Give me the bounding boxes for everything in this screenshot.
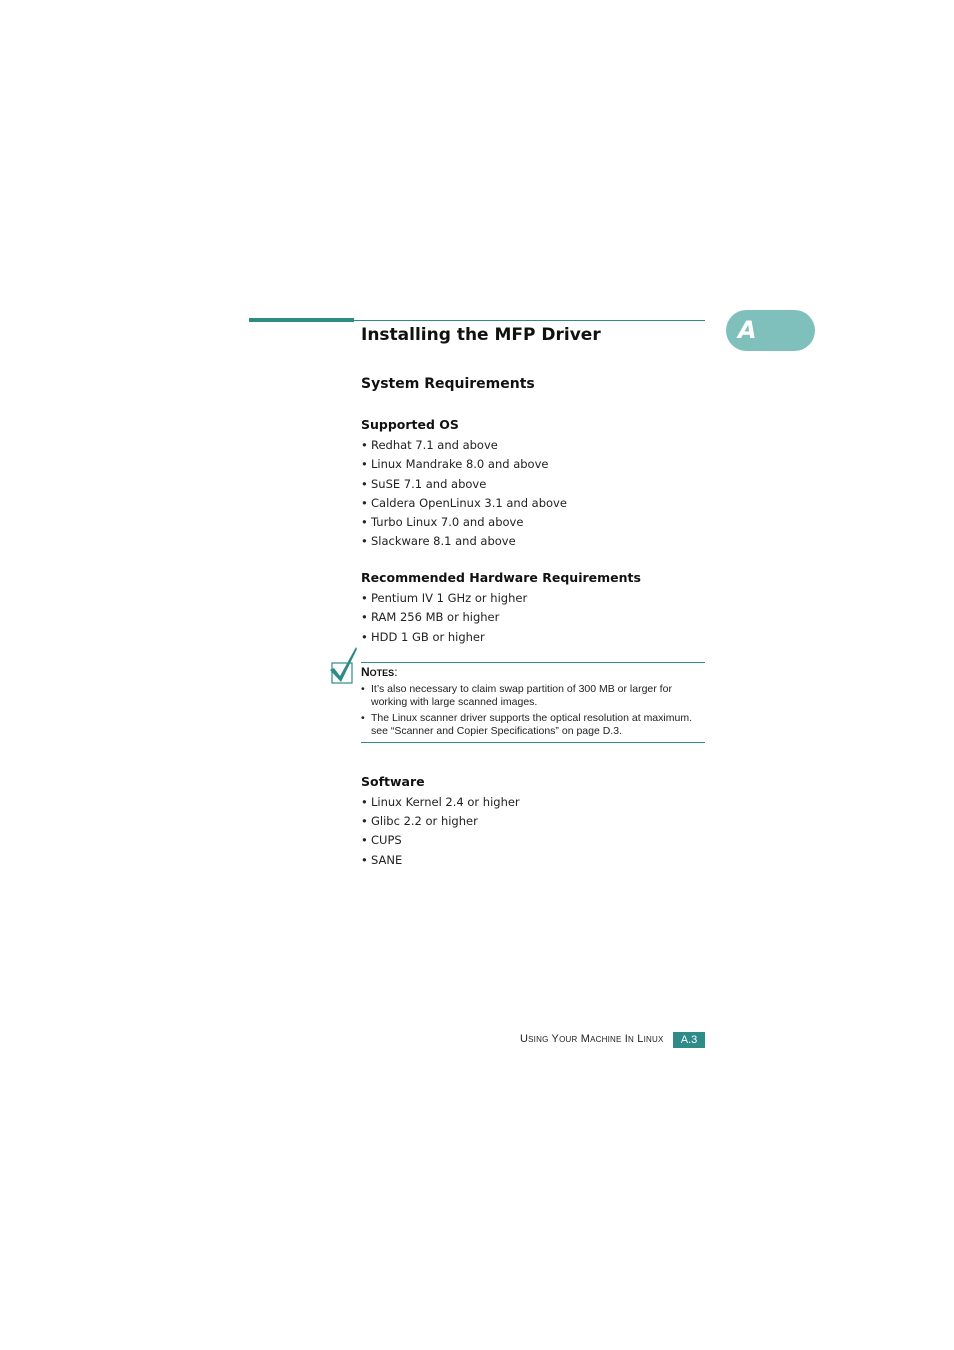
list-item: • Redhat 7.1 and above <box>361 438 498 452</box>
software-heading: Software <box>361 774 425 789</box>
checkmark-note-icon <box>329 646 359 684</box>
list-item: • SANE <box>361 853 403 867</box>
notes-title: NOTES: <box>361 665 398 679</box>
chapter-tab: A <box>726 310 815 351</box>
list-item: • Caldera OpenLinux 3.1 and above <box>361 496 567 510</box>
list-item: • SuSE 7.1 and above <box>361 477 487 491</box>
list-item: • RAM 256 MB or higher <box>361 610 500 624</box>
page-title: Installing the MFP Driver <box>361 325 601 345</box>
supported-os-heading: Supported OS <box>361 417 459 432</box>
notes-rule-bottom <box>361 742 705 743</box>
section-title: System Requirements <box>361 376 535 392</box>
list-item: • Pentium IV 1 GHz or higher <box>361 591 528 605</box>
list-item: • Slackware 8.1 and above <box>361 534 516 548</box>
note-item: • The Linux scanner driver supports the optical resolution at maximum. see “Scanner and Copier Specifications” on page D.3. <box>361 712 692 737</box>
page-number: A.3 <box>673 1032 705 1048</box>
list-item: • Glibc 2.2 or higher <box>361 814 478 828</box>
list-item: • Linux Kernel 2.4 or higher <box>361 795 520 809</box>
header-rule-thin <box>354 320 705 321</box>
list-item: • CUPS <box>361 833 402 847</box>
list-item: • Linux Mandrake 8.0 and above <box>361 457 549 471</box>
footer-chapter-title: Using Your Machine In Linux <box>520 1033 664 1045</box>
note-item: • It’s also necessary to claim swap partition of 300 MB or larger for working with large scanned images. <box>361 683 672 708</box>
list-item: • Turbo Linux 7.0 and above <box>361 515 524 529</box>
notes-rule-top <box>361 662 705 663</box>
header-rule-thick <box>249 318 354 322</box>
hardware-heading: Recommended Hardware Requirements <box>361 570 641 585</box>
list-item: • HDD 1 GB or higher <box>361 630 485 644</box>
